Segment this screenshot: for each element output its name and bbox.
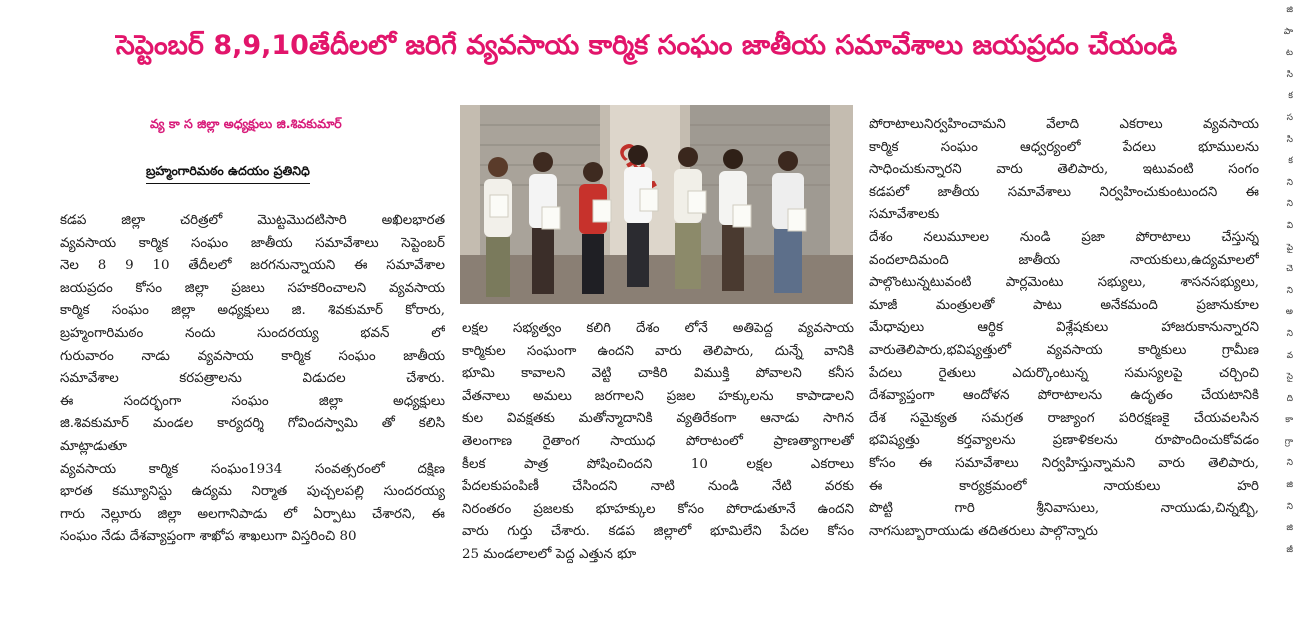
edge-fragment: సి xyxy=(1286,134,1293,145)
edge-fragment: క xyxy=(1288,91,1293,102)
text-line: నెల 8 9 10 తేదీలలో జరగనున్నాయని ఈ సమావేశాల xyxy=(60,258,445,274)
text-line: కార్మిక సంఘం ఆధ్వర్యంలో పేదలు భూములను xyxy=(869,139,1259,155)
edge-fragment: ని xyxy=(1286,177,1293,188)
text-line: కీలక పాత్ర పోషించిందని 10 లక్షల ఎకరాలు xyxy=(462,456,854,472)
text-line: లక్షల సభ్యత్వం కలిగి దేశం లోనే అతిపెద్ద వ్యవసాయ xyxy=(462,321,854,336)
text-line: దేశం నలుమూలల నుండి ప్రజా పోరాటాలు చేస్తున్న xyxy=(869,229,1259,245)
article-column-2 xyxy=(462,318,854,567)
edge-fragment: ని xyxy=(1286,501,1293,512)
text-line: పేదలకుపంపిణీ చేసిందని నాటి నుండి నేటి వరకు xyxy=(462,479,854,495)
text-line: సంఘం నేడు దేశవ్యాప్తంగా శాఖోప శాఖలుగా విస్తరించి 80 xyxy=(60,529,357,545)
text-line: ఈ సందర్భంగా సంఘం జిల్లా అధ్యక్షులు xyxy=(60,393,445,409)
text-line: 25 మండలాలలో పెద్ద ఎత్తున భూ xyxy=(462,546,637,562)
article-column-3 xyxy=(869,114,1259,543)
text-line: పేదలు రైతులు ఎదుర్కొంటున్న సమస్యలపై చర్చించి xyxy=(869,365,1259,381)
text-line: కడపలో జాతీయ సమావేశాలు నిర్వహించుకుంటుందని ఈ xyxy=(869,184,1259,200)
text-line: నిరంతరం ప్రజలకు భూహక్కుల కోసం పోరాడుతూనే ఉందని xyxy=(462,501,854,517)
edge-fragment: గ్రా xyxy=(1284,436,1293,447)
text-line: జయప్రదం కోసం జిల్లా ప్రజలు సహకరించాలని వ్యవసాయ xyxy=(60,280,445,296)
text-line: భవిష్యత్తు కర్తవ్యాలను ప్రణాళికలను రూపొందించుకోవడం xyxy=(869,433,1259,449)
text-line: బ్రహ్మంగారిమఠం నందు సుందరయ్య భవన్ లో xyxy=(60,325,445,341)
edge-fragment: సి xyxy=(1286,69,1293,80)
adjacent-article-edge xyxy=(1272,0,1293,620)
edge-fragment: వ xyxy=(1286,350,1293,361)
text-line: వారుతెలిపారు,భవిష్యత్తులో వ్యవసాయ కార్మికులు గ్రామీణ xyxy=(869,342,1259,358)
edge-fragment: ని xyxy=(1286,328,1293,339)
edge-fragment: జి xyxy=(1286,5,1293,15)
text-line: వేతనాలు అమలు జరగాలని ప్రజల హక్కులను కాపాడాలని xyxy=(462,388,854,404)
text-line: మాజీ మంత్రులతో పాటు అనేకమంది ప్రజానుకూల xyxy=(869,297,1259,313)
dateline: బ్రహ్మంగారిమఠం ఉదయం ప్రతినిధి xyxy=(146,163,310,184)
byline: వ్య కా స జిల్లా అధ్యక్షులు జి.శివకుమార్ xyxy=(150,116,342,131)
edge-fragment: సై xyxy=(1286,372,1293,383)
edge-fragment: ది xyxy=(1286,393,1293,404)
text-line: వ్యవసాయ కార్మిక సంఘం జాతీయ సమావేశాలు సెప్టెంబర్ xyxy=(60,235,445,251)
text-line: కోసం ఈ సమావేశాలు నిర్వహిస్తున్నామని వారు తెలిపారు, xyxy=(869,455,1259,471)
text-line: కుల వివక్షతకు మతోన్మాదానికి వ్యతిరేకంగా ఆనాడు సాగిన xyxy=(462,411,854,427)
text-line: వందలాదిమంది జాతీయ నాయకులు,ఉద్యమాలలో xyxy=(869,252,1259,268)
text-line: భారత కమ్యూనిస్టు ఉద్యమ నిర్మాత పుచ్చలపల్లి సుందరయ్య xyxy=(60,484,445,500)
edge-fragment: వి xyxy=(1286,220,1293,231)
text-line: సమావేశాలకు xyxy=(869,207,940,223)
text-line: దేశ సమైక్యత సమగ్రత రాజ్యాంగ పరిరక్షణకై చేయవలసిన xyxy=(869,410,1259,426)
text-line: కార్మికుల సంఘంగా ఉందని వారు తెలిపారు, దున్నే వానికి xyxy=(462,343,854,359)
text-line: పాల్గొంటున్నటువంటి పార్లమెంటు సభ్యులు, శాసనసభ్యులు, xyxy=(869,275,1259,291)
edge-fragment: జి xyxy=(1286,523,1293,534)
edge-fragment: జీ xyxy=(1286,544,1293,555)
text-line: తెలంగాణ రైతాంగ సాయుధ పోరాటంలో ప్రాణత్యాగాలతో xyxy=(462,433,854,449)
edge-fragment: ని xyxy=(1286,458,1293,469)
edge-fragment: ని xyxy=(1286,199,1293,210)
text-line: వారు గుర్తు చేశారు. కడప జిల్లాలో భూమిలేని పేదల కోసం xyxy=(462,524,854,540)
edge-fragment: ని xyxy=(1286,285,1293,296)
text-line: మాట్లాడుతూ xyxy=(60,438,128,454)
text-line: సాధించుకున్నారని వారు తెలిపారు, ఇటువంటి సంగం xyxy=(869,162,1259,178)
edge-fragment: చె xyxy=(1286,264,1293,275)
text-line: గారు నెల్లూరు జిల్లా అలగానిపాడు లో ఏర్పాటు చేశారని, ఈ xyxy=(60,506,445,522)
text-line: నాగసుబ్బారాయుడు తదితరులు పాల్గొన్నారు xyxy=(869,523,1098,539)
text-line: గురువారం నాడు వ్యవసాయ కార్మిక సంఘం జాతీయ xyxy=(60,348,445,364)
edge-fragment: జి xyxy=(1286,480,1293,491)
article-column-1 xyxy=(60,210,445,549)
text-line: జి.శివకుమార్ మండల కార్యదర్శి గోవిందస్వామి తో కలిసి xyxy=(60,416,445,432)
text-line: పోరాటాలునిర్వహించామని వేలాది ఎకరాలు వ్యవసాయ xyxy=(869,117,1259,132)
edge-fragment: పై xyxy=(1286,242,1293,253)
text-line: భూమి కావాలని వెట్టి చాకిరి విముక్తి పోవాలని కనీస xyxy=(462,366,854,382)
text-line: దేశవ్యాప్తంగా ఆందోళన పోరాటాలను ఉదృతం చేయటానికి xyxy=(869,388,1259,404)
text-line: కడప జిల్లా చరిత్రలో మొట్టమొదటిసారి అఖిలభారత xyxy=(60,213,445,228)
edge-fragment: క xyxy=(1288,156,1293,167)
photo-illustration xyxy=(460,105,853,304)
text-line: సమావేశాల కరపత్రాలను విడుదల చేశారు. xyxy=(60,371,445,387)
text-line: మేధావులు ఆర్థిక విశ్లేషకులు హాజరుకానున్నారని xyxy=(869,320,1259,336)
edge-fragment: పా xyxy=(1283,26,1293,37)
edge-fragment: స xyxy=(1286,112,1293,123)
edge-fragment: ట xyxy=(1286,48,1293,59)
edge-fragment: అ xyxy=(1285,307,1293,318)
text-line: వ్యవసాయ కార్మిక సంఘం1934 సంవత్సరంలో దక్షిణ xyxy=(60,461,445,477)
headline: సెప్టెంబర్ 8,9,10తేదీలలో జరిగే వ్యవసాయ కార్మిక సంఘం జాతీయ సమావేశాలు జయప్రదం చేయండి xyxy=(115,30,1178,61)
text-line: ఈ కార్యక్రమంలో నాయకులు హరి xyxy=(869,478,1259,494)
text-line: పొట్టి గారి శ్రీనివాసులు, నాయుడు,చిన్నబ్బి, xyxy=(869,501,1259,517)
news-photo xyxy=(460,105,853,304)
edge-fragment: కా xyxy=(1285,415,1293,426)
text-line: కార్మిక సంఘం జిల్లా అధ్యక్షులు జి. శివకుమార్ కోరారు, xyxy=(60,303,445,319)
